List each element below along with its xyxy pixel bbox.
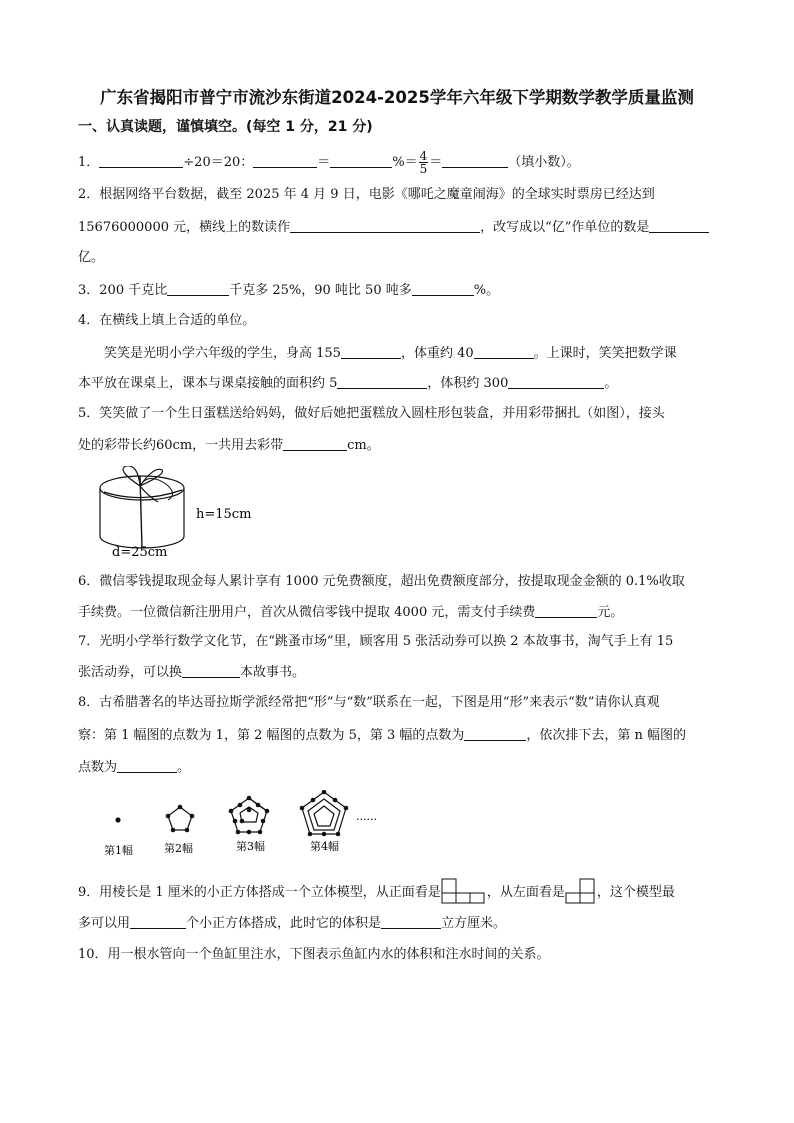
q4-blank-volume[interactable]	[508, 374, 604, 389]
question-4-line-1: 4．在横线上填上合适的单位。	[78, 313, 256, 328]
page-title: 广东省揭阳市普宁市流沙东街道2024-2025学年六年级下学期数学教学质量监测	[100, 88, 694, 107]
question-2-line-3: 亿。	[78, 250, 105, 265]
question-8-line-3: 点数为 。	[78, 760, 191, 775]
q1-blank-3[interactable]	[330, 153, 392, 168]
question-6-line-1: 6．微信零钱提取现金每人累计享有 1000 元免费额度，超出免费额度部分，按提取现金金额的 0.1%收取	[78, 574, 685, 589]
question-1: 1． ÷20＝20： ＝ %＝ $\frac{4}{5}$ ＝ （填小数）。	[78, 149, 580, 176]
question-5-line-1: 5．笑笑做了一个生日蛋糕送给妈妈，做好后她把蛋糕放入圆柱形包装盒，并用彩带捆扎（如图），接头	[78, 406, 665, 421]
q9-blank-volume[interactable]	[381, 914, 441, 929]
front-view-icon	[441, 878, 487, 904]
pentagon-figures	[96, 790, 396, 860]
caption-figure-3: 第3幅	[236, 840, 265, 853]
q8-blank-nth[interactable]	[117, 758, 177, 773]
question-6-line-2: 手续费。一位微信新注册用户，首次从微信零钱中提取 4000 元，需支付手续费 元。	[78, 605, 624, 620]
height-label: h=15cm	[196, 507, 252, 522]
q3-blank-2[interactable]	[412, 281, 474, 296]
figure-2-pentagon	[166, 805, 195, 833]
figure-1-dot	[115, 817, 120, 822]
question-8-line-2: 察：第 1 幅图的点数为 1，第 2 幅图的点数为 5，第 3 幅的点数为 ，依次排下去，第 n 幅图的	[78, 728, 687, 743]
q4-blank-weight[interactable]	[474, 344, 534, 359]
question-7-line-1: 7．光明小学举行数学文化节，在“跳蚤市场”里，顾客用 5 张活动券可以换 2 本故事书，淘气手上有 15	[78, 634, 674, 649]
q1-blank-1[interactable]	[99, 153, 183, 168]
q7-blank-books[interactable]	[182, 663, 240, 678]
question-4-line-2: 笑笑是光明小学六年级的学生，身高 155 ，体重约 40 。上课时，笑笑把数学课	[104, 346, 677, 361]
question-9-line-1: 9．用棱长是 1 厘米的小正方体搭成一个立体模型，从正面看是 ，从左面看是 ，这个模型最	[78, 878, 675, 904]
q1-blank-4[interactable]	[442, 153, 508, 168]
q6-blank-fee[interactable]	[535, 603, 597, 618]
q8-blank-third[interactable]	[464, 726, 526, 741]
question-9-line-2: 多可以用 个小正方体搭成，此时它的体积是 立方厘米。	[78, 916, 507, 931]
q2-blank-yi[interactable]	[649, 218, 709, 233]
q3-blank-1[interactable]	[167, 281, 229, 296]
q4-blank-height[interactable]	[341, 344, 401, 359]
ellipsis: ......	[356, 810, 377, 823]
q5-blank-ribbon[interactable]	[283, 436, 347, 451]
question-10: 10．用一根水管向一个鱼缸里注水，下图表示鱼缸内水的体积和注水时间的关系。	[78, 947, 550, 962]
section-heading: 一、认真读题，谨慎填空。(每空 1 分，21 分)	[78, 119, 373, 135]
diameter-label: d=25cm	[112, 545, 168, 560]
q9-blank-count[interactable]	[130, 914, 186, 929]
figure-4-pentagon	[300, 790, 349, 836]
left-view-icon	[565, 878, 597, 904]
question-5-line-2: 处的彩带长约60cm，一共用去彩带 cm。	[78, 438, 380, 453]
q1-number: 1．	[78, 155, 100, 170]
question-3: 3．200 千克比 千克多 25%，90 吨比 50 吨多 %。	[78, 283, 500, 298]
q2-blank-read[interactable]	[290, 218, 480, 233]
cake-box-figure	[96, 466, 276, 562]
caption-figure-1: 第1幅	[104, 844, 133, 857]
q1-fraction: $\frac{4}{5}$	[419, 149, 428, 176]
question-2-line-1: 2．根据网络平台数据，截至 2025 年 4 月 9 日，电影《哪吒之魔童闹海》的全球实时票房已经达到	[78, 187, 655, 202]
caption-figure-2: 第2幅	[164, 842, 193, 855]
figure-3-pentagon	[229, 796, 270, 835]
question-4-line-3: 本平放在课桌上，课本与课桌接触的面积约 5 ，体积约 300 。	[78, 376, 618, 391]
q1-blank-2[interactable]	[253, 153, 317, 168]
question-2-line-2: 15676000000 元，横线上的数读作 ，改写成以“亿”作单位的数是	[78, 218, 709, 237]
question-7-line-2: 张活动券，可以换 本故事书。	[78, 665, 306, 680]
q4-blank-area[interactable]	[337, 374, 427, 389]
question-8-line-1: 8．古希腊著名的毕达哥拉斯学派经常把“形”与“数”联系在一起，下图是用“形”来表示“数”请你认真观	[78, 695, 660, 710]
caption-figure-4: 第4幅	[310, 840, 339, 853]
